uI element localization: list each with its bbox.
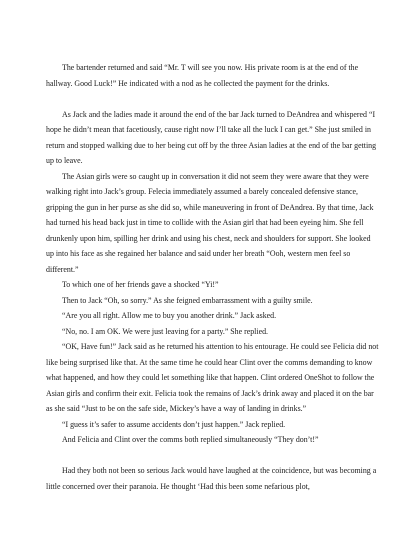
paragraph-leaving: “No, no. I am OK. We were just leaving for a party.” She replied. bbox=[62, 326, 268, 336]
paragraph-gap bbox=[46, 91, 380, 107]
paragraph-bartender: The bartender returned and said “Mr. T will see you now. His private room is at the end of the hallway. Good Luck!” He indicated with a nod as he collected the payment for the drinks. bbox=[46, 63, 359, 88]
paragraph-have-fun: “OK, Have fun!” Jack said as he returned his attention to his entourage. He could see Felicia did not like being surprised like that. At the same time he could hear Clint over the comms demanding to know what happened, and how they could let something like that happen. Clint ordered OneShot to follow the Asian girls and confirm their exit. Felicia took the remains of Jack’s drink away and placed it on the bar as she said “Just to be on the safe side, Mickey’s have a way of landing in drinks.” bbox=[46, 342, 379, 413]
paragraph-apology: Then to Jack “Oh, so sorry.” As she feigned embarrassment with a guilty smile. bbox=[62, 295, 313, 305]
paragraph-collision: The Asian girls were so caught up in conversation it did not seem they were aware that they were walking right into Jack’s group. Felecia immediately assumed a barely concealed defensive stance, gripping the gun in her purse as she did so, while maneuvering in front of DeAndrea. By that time, Jack had turned his head back just in time to collide with the Asian girl that had been eyeing him. She fell drunkenly upon him, spilling her drink and using his chest, neck and shoulders for support. She looked up into his face as she regained her balance and said under her breath “Ooh, western men feel so different.” bbox=[46, 171, 374, 274]
paragraph-they-dont: And Felicia and Clint over the comms both replied simultaneously “They don’t!” bbox=[62, 435, 319, 444]
paragraph-paranoia: Had they both not been so serious Jack would have laughed at the coincidence, but was becoming a little concerned over their paranoia. He thought ‘Had this been some nefarious plot, bbox=[46, 466, 377, 491]
paragraph-accidents: “I guess it’s safer to assume accidents don’t just happen.” Jack replied. bbox=[62, 419, 286, 429]
paragraph-offer-drink: “Are you all right. Allow me to buy you another drink.” Jack asked. bbox=[62, 311, 277, 320]
paragraph-shocked-friend: To which one of her friends gave a shocked “Yi!” bbox=[62, 280, 219, 289]
paragraph-whisper: As Jack and the ladies made it around the end of the bar Jack turned to DeAndrea and whispered “I hope he didn’t mean that facetiously, cause right now I’ll take all the luck I can get.” She just smiled in return and stopped walking due to her being cut off by the three Asian ladies at the end of the bar getting up to leave. bbox=[46, 109, 377, 165]
paragraph-gap bbox=[46, 448, 380, 464]
